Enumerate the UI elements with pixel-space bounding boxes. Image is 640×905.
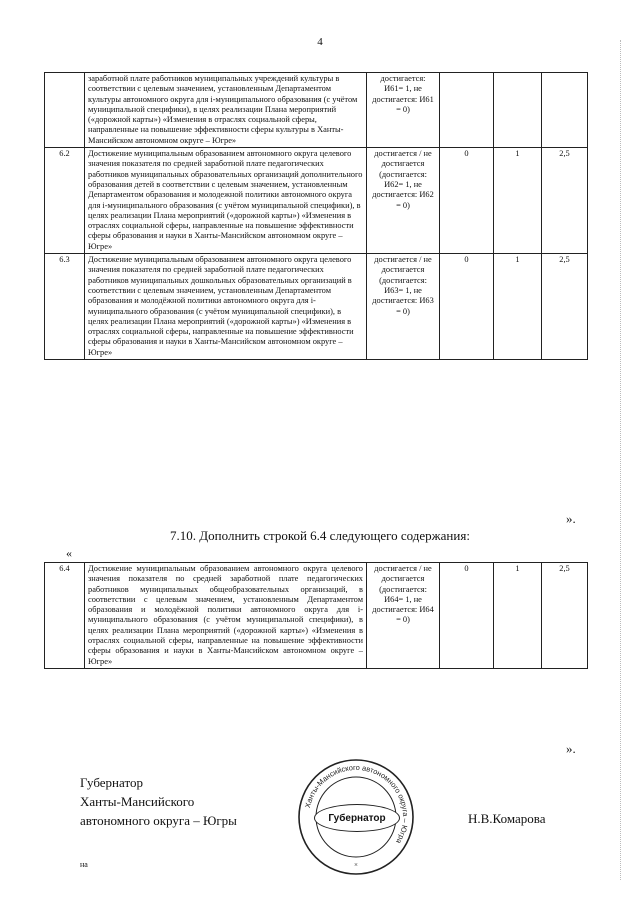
row-value-max: 1 bbox=[494, 563, 542, 669]
seal-center-label: Губернатор bbox=[314, 804, 400, 832]
row-value-min: 0 bbox=[440, 563, 494, 669]
row-value-max: 1 bbox=[494, 254, 542, 360]
closing-quote-bottom: ». bbox=[566, 741, 576, 756]
signatory-region-line2: автономного округа – Югры bbox=[80, 813, 237, 828]
row-condition: достигается / не достигается (достигается: И63= 1, не достигается: И63 = 0) bbox=[367, 254, 440, 360]
row-description: Достижение муниципальным образованием автономного округа целевого значения показателя по средней заработной плате педагогических работников муниципальных образовательных организаций дополнительного образования детей в соответствии с целевым значением, установленным Департаментом образования и молодежной политики автономного округа для i-муниципального образования (с учётом муниципальной специфики), в целях реализации Плана мероприятий («дорожной карты») «Изменения в отраслях социальной сферы, направленные на повышение эффективности сферы образования и науки в Ханты-Мансийском автономном округе – Югре» bbox=[85, 148, 367, 254]
margin-binding-dots bbox=[620, 40, 622, 880]
signatory-name: Н.В.Комарова bbox=[468, 811, 546, 826]
opening-quote: « bbox=[66, 546, 72, 560]
official-seal bbox=[296, 757, 416, 877]
signature-block bbox=[80, 773, 237, 830]
closing-quote-top: ». bbox=[566, 511, 576, 526]
row-number: 6.4 bbox=[45, 563, 85, 669]
row-description: Достижение муниципальным образованием автономного округа целевого значения показателя по средней заработной плате педагогических работников муниципальных общеобразовательных организаций, в соответствии с целевым значением, установленным Департаментом образования и молодёжной политики автономного округа для i-муниципального образования (с учётом муниципальной специфики), в целях реализации Плана мероприятий («дорожной карты») «Изменения в отраслях социальной сферы, направленные на повышение эффективности сферы образования и науки в Ханты-Мансийском автономном округе – Югре» bbox=[85, 563, 367, 669]
row-weight bbox=[542, 73, 588, 148]
indicator-table-top bbox=[44, 72, 588, 360]
table-row bbox=[45, 563, 588, 669]
row-description: Достижение муниципальным образованием автономного округа целевого значения показателя по средней заработной плате педагогических работников муниципальных дошкольных образовательных организаций в соответствии с целевым значением, установленным Департаментом образования и молодёжной политики автономного округа для i-муниципального образования (с учётом муниципальной специфики), в целях реализации Плана мероприятий («дорожной карты») «Изменения в отраслях социальной сферы, направленные на повышение эффективности сферы образования и науки в Ханты-Мансийском автономном округе – Югре» bbox=[85, 254, 367, 360]
page-number: 4 bbox=[317, 36, 323, 48]
row-value-min: 0 bbox=[440, 148, 494, 254]
svg-text:×: × bbox=[354, 861, 358, 869]
row-number bbox=[45, 73, 85, 148]
row-value-max: 1 bbox=[494, 148, 542, 254]
svg-text:Ханты-Мансийского автономного: Ханты-Мансийского автономного округа – Югра bbox=[302, 762, 411, 846]
row-number: 6.2 bbox=[45, 148, 85, 254]
row-weight: 2,5 bbox=[542, 563, 588, 669]
row-condition: достигается: И61= 1, не достигается: И61 = 0) bbox=[367, 73, 440, 148]
row-number: 6.3 bbox=[45, 254, 85, 360]
table-row bbox=[45, 73, 588, 148]
row-condition: достигается / не достигается (достигается: И64= 1, не достигается: И64 = 0) bbox=[367, 563, 440, 669]
row-weight: 2,5 bbox=[542, 254, 588, 360]
row-description: заработной плате работников муниципальных учреждений культуры в соответствии с целевым значением, установленным Департаментом культуры автономного округа для i-муниципального образования (с учётом муниципальной специфики), в целях реализации Плана мероприятий («дорожной карты») «Изменения в отраслях социальной сферы, направленные на повышение эффективности сферы культуры в Ханты-Мансийском автономном округе – Югре» bbox=[85, 73, 367, 148]
table-row bbox=[45, 148, 588, 254]
amendment-instruction: 7.10. Дополнить строкой 6.4 следующего содержания: bbox=[170, 528, 470, 543]
row-value-min: 0 bbox=[440, 254, 494, 360]
indicator-table-bottom bbox=[44, 562, 588, 669]
row-value-max bbox=[494, 73, 542, 148]
row-weight: 2,5 bbox=[542, 148, 588, 254]
signatory-region: Ханты-Мансийского bbox=[80, 794, 195, 809]
row-condition: достигается / не достигается (достигается: И62= 1, не достигается: И62 = 0) bbox=[367, 148, 440, 254]
signatory-title: Губернатор bbox=[80, 775, 143, 790]
footer-mark: на bbox=[80, 860, 88, 869]
table-row bbox=[45, 254, 588, 360]
row-value-min bbox=[440, 73, 494, 148]
